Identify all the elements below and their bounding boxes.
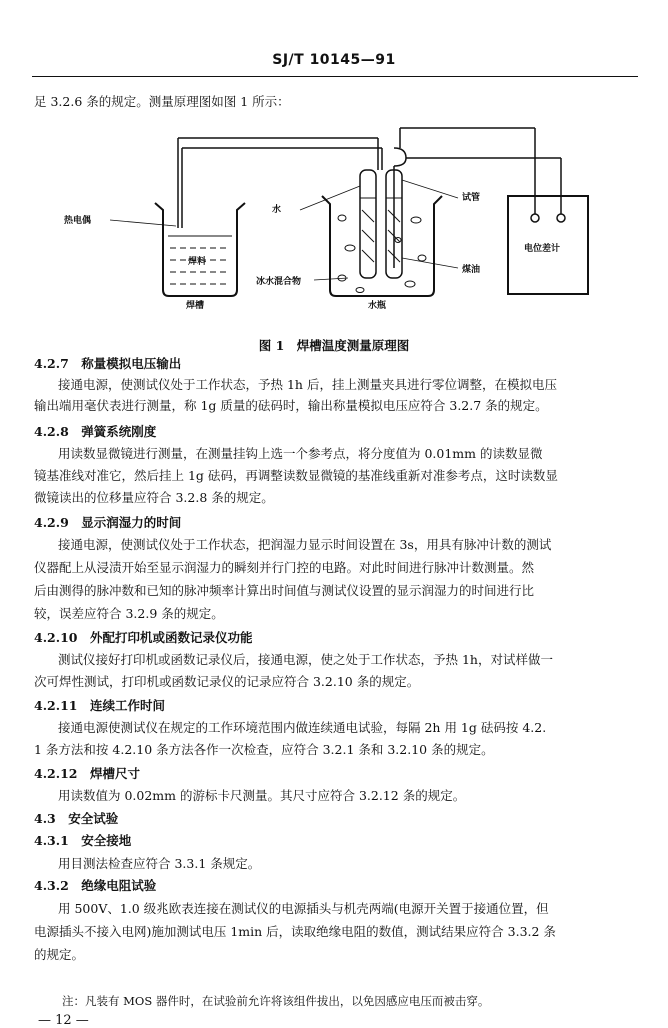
section-4-2-7-title: 4.2.7 称量模拟电压输出 [34, 356, 182, 371]
label-coal-oil: 煤油 [462, 265, 481, 275]
section-4-3-1-line-1: 用目测法检查应符合 3.3.1 条规定。 [58, 856, 261, 871]
section-4-2-11-line-2: 1 条方法和按 4.2.10 条方法各作一次检查，应符合 3.2.1 条和 3.2.10 条的规定。 [34, 742, 494, 757]
label-distilled-water: 水 [272, 205, 282, 215]
section-4-3-2-line-1: 用 500V、1.0 级兆欧表连接在测试仪的电源插头与机壳两端(电源开关置于接通位置，但 [58, 901, 549, 916]
label-solder-material: 焊料 [188, 257, 207, 267]
label-water-bath: 水瓶 [368, 301, 387, 311]
section-4-3-2-line-3: 的规定。 [34, 947, 85, 962]
header-rule [32, 76, 638, 77]
section-4-2-11-line-1: 接通电源使测试仪在规定的工作环境范围内做连续通电试验，每隔 2h 用 1g 砝码按 4.2. [58, 720, 547, 735]
water-bath [322, 196, 442, 296]
label-potentiometer: 电位差计 [524, 244, 561, 254]
label-solder-bath: 焊槽 [186, 301, 205, 311]
section-4-2-12-line-1: 用读数值为 0.02mm 的游标卡尺测量。其尺寸应符合 3.2.12 条的规定。 [58, 788, 466, 803]
section-4-2-8-title: 4.2.8 弹簧系统刚度 [34, 424, 157, 439]
figure-1-diagram [60, 118, 620, 318]
section-4-2-8-line-2: 镜基准线对准它，然后挂上 1g 砝码，再调整读数显微镜的基准线重新对准参考点，这时读数显 [34, 468, 558, 483]
intro-text: 足 3.2.6 条的规定。测量原理图如图 1 所示： [34, 94, 290, 109]
section-4-3-title: 4.3 安全试验 [34, 811, 119, 826]
section-4-2-12-title: 4.2.12 焊槽尺寸 [34, 766, 140, 781]
document-header: SJ/T 10145—91 [272, 52, 396, 68]
figure-caption: 图 1 焊槽温度测量原理图 [258, 338, 410, 353]
section-4-2-9-line-4: 较，误差应符合 3.2.9 条的规定。 [34, 606, 224, 621]
footnote: 注：凡装有 MOS 器件时，在试验前允许将该组件拔出，以免因感应电压而被击穿。 [62, 994, 490, 1008]
section-4-2-9-line-3: 后由测得的脉冲数和已知的脉冲频率计算出时间值与测试仪设置的显示润湿力的时间进行比 [34, 583, 535, 598]
section-4-3-2-line-2: 电源插头不接入电网)施加测试电压 1min 后，读取绝缘电阻的数值，测试结果应符合 3.3.2 条 [34, 924, 556, 939]
section-4-2-10-line-1: 测试仪接好打印机或函数记录仪后，接通电源，使之处于工作状态，予热 1h，对试样做一 [58, 652, 553, 667]
section-4-2-8-line-3: 微镜读出的位移量应符合 3.2.8 条的规定。 [34, 490, 274, 505]
section-4-2-10-title: 4.2.10 外配打印机或函数记录仪功能 [34, 630, 253, 645]
potentiometer [400, 128, 588, 294]
label-test-tube: 试管 [462, 193, 481, 203]
section-4-3-1-title: 4.3.1 安全接地 [34, 833, 132, 848]
label-thermocouple: 热电偶 [64, 216, 92, 226]
section-4-2-9-line-2: 仪器配上从浸渍开始至显示润湿力的瞬刻并行门控的电路。对此时间进行脉冲计数测量。然 [34, 560, 535, 575]
section-4-2-7-line-2: 输出端用毫伏表进行测量，称 1g 质量的砝码时，输出称量模拟电压应符合 3.2.7 条的规定。 [34, 398, 548, 413]
section-4-2-9-title: 4.2.9 显示润湿力的时间 [34, 515, 182, 530]
label-ice-water-mix: 冰水混合物 [256, 277, 302, 287]
page-number: — 12 — [38, 1013, 89, 1028]
section-4-2-11-title: 4.2.11 连续工作时间 [34, 698, 165, 713]
section-4-2-10-line-2: 次可焊性测试，打印机或函数记录仪的记录应符合 3.2.10 条的规定。 [34, 674, 420, 689]
section-4-2-9-line-1: 接通电源，使测试仪处于工作状态，把润湿力显示时间设置在 3s，用具有脉冲计数的测试 [58, 537, 552, 552]
section-4-2-8-line-1: 用读数显微镜进行测量，在测量挂钩上选一个参考点，将分度值为 0.01mm 的读数显微 [58, 446, 543, 461]
section-4-3-2-title: 4.3.2 绝缘电阻试验 [34, 878, 157, 893]
test-tubes [360, 148, 406, 278]
solder-bath [155, 203, 245, 296]
section-4-2-7-line-1: 接通电源，使测试仪处于工作状态，予热 1h 后，挂上测量夹具进行零位调整，在模拟电压 [58, 377, 557, 392]
